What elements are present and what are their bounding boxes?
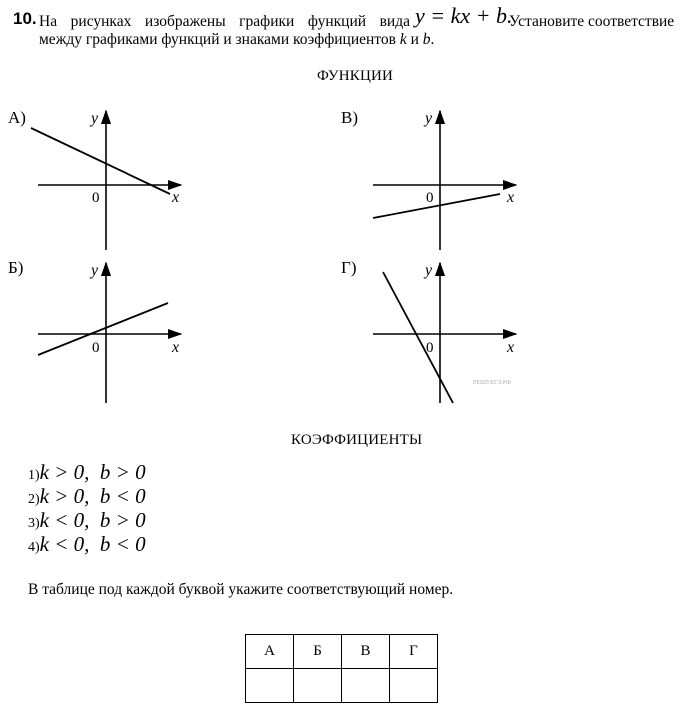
task-number: 10. [13,9,37,28]
graph-v-y-label: y [425,110,433,127]
graph-v-origin: 0 [426,190,434,206]
graph-v-line [373,194,500,218]
answer-cell-b[interactable] [294,669,342,703]
header-cell-b: Б [294,635,342,669]
option-1-text: k > 0, b > 0 [39,460,146,484]
instruction: В таблице под каждой буквой укажите соответствующий номер. [28,581,454,598]
graph-g-line [383,272,453,403]
option-1-num: 1) [28,468,40,483]
graph-b-x-label: x [172,339,180,356]
functions-heading: ФУНКЦИИ [317,68,394,84]
graph-b-origin: 0 [92,340,100,356]
graph-g-y-label: y [425,262,433,279]
period: . [430,31,435,48]
graph-a-origin: 0 [92,190,100,206]
graph-b-y-label: y [91,262,99,279]
watermark: РЕШУЕГЭ.РФ [473,380,511,386]
option-4 [28,532,146,557]
conj-and: и [406,31,423,48]
answer-table [245,634,438,703]
header-cell-g: Г [390,635,438,669]
graph-label-a: А) [8,108,26,127]
graph-a-y-label: y [91,110,99,127]
answer-table-input-row [246,669,438,703]
header-cell-v: В [342,635,390,669]
answer-cell-g[interactable] [390,669,438,703]
graph-label-v: В) [341,108,358,127]
answer-table-header-row [246,635,438,669]
graph-g [373,262,516,403]
graph-label-b: Б) [8,258,24,277]
answer-cell-a[interactable] [246,669,294,703]
graph-b [38,262,181,403]
task-intro-tail: Установите соответствие [509,13,675,30]
coefficients-heading: КОЭФФИЦИЕНТЫ [291,432,423,448]
graph-g-origin: 0 [426,340,434,356]
graph-b-line [38,303,168,355]
graph-v-x-label: x [507,189,515,206]
option-2-text: k > 0, b < 0 [39,484,146,508]
graph-g-x-label: x [507,339,515,356]
graph-a-line [31,128,170,194]
option-3-text: k < 0, b > 0 [39,508,146,532]
graph-a [31,110,181,250]
option-2-num: 2) [28,492,40,507]
task-formula: y = kx + b. [415,3,513,28]
header-cell-a: А [246,635,294,669]
option-2 [28,484,146,509]
coef-b: b [422,31,431,48]
graph-label-g: Г) [341,258,357,277]
task-line-2-start: между графиками функций и знаками коэффициентов [39,31,400,48]
coef-k: k [399,31,407,48]
option-3-num: 3) [28,516,40,531]
option-4-num: 4) [28,540,40,555]
task-intro: На рисунках изображены графики функций вида [39,13,410,30]
graph-a-x-label: x [172,189,180,206]
option-1 [28,460,146,485]
answer-cell-v[interactable] [342,669,390,703]
option-3 [28,508,146,533]
graph-v [373,110,516,250]
option-4-text: k < 0, b < 0 [39,532,146,556]
